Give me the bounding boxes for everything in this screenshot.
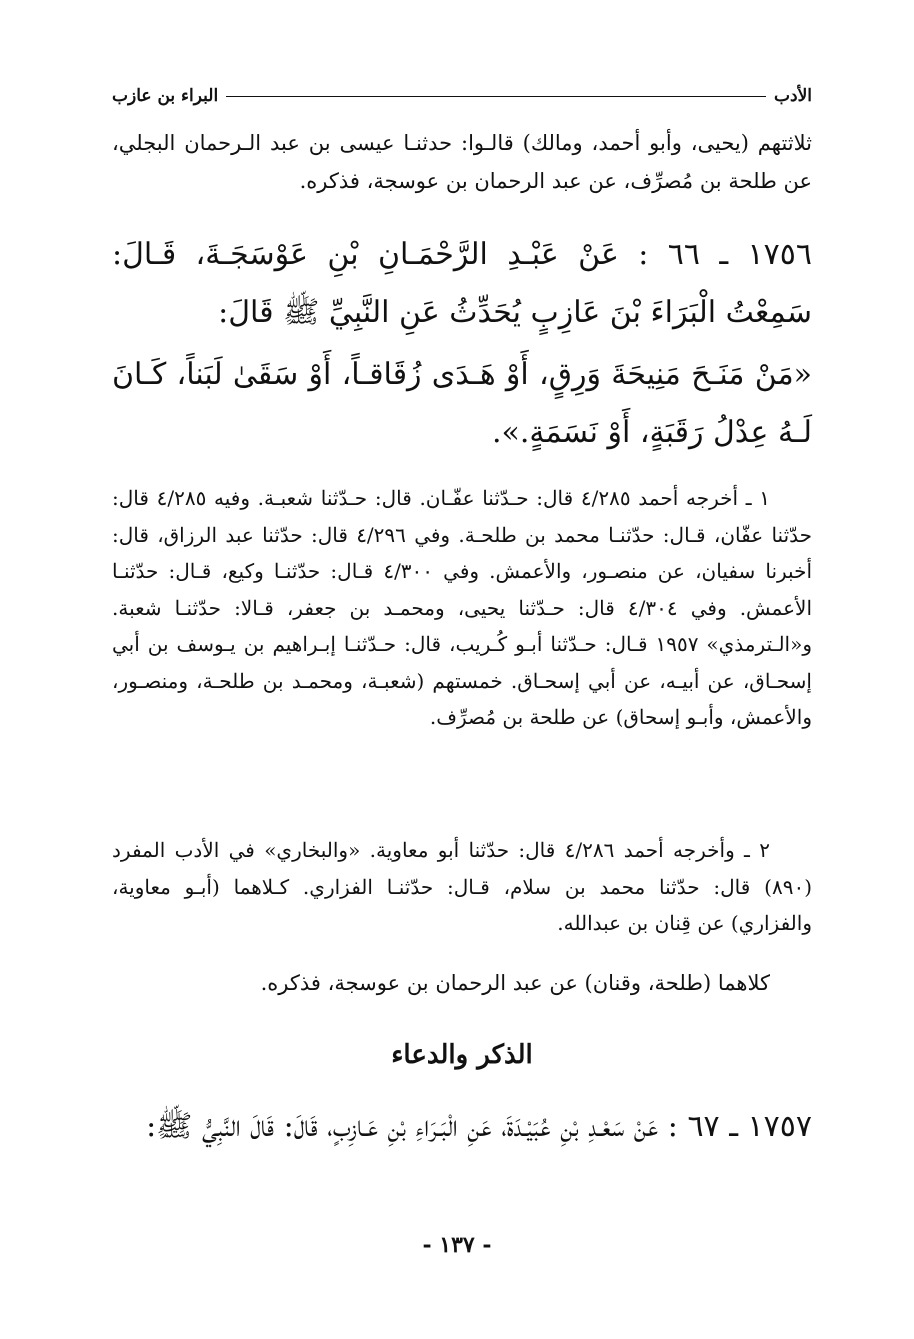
hadith-1756-isnad-text: عَنْ عَبْـدِ الرَّحْمَـانِ بْنِ عَوْسَجَـةَ، قَـالَ: سَمِعْتُ الْبَرَاءَ بْنَ عَازِبٍ يُحَدِّثُ عَنِ النَّبِيِّ ﷺ قَالَ:: [112, 237, 812, 330]
footnote-2: [112, 832, 812, 942]
hadith-1756-isnad: [112, 226, 812, 342]
footnote-2-text: ٢ ـ وأخرجه أحمد ٤/٢٨٦ قال: حدّثنا أبو معاوية. «والبخاري» في الأدب المفرد (٨٩٠) قال: حدّثنا محمد بن سلام، قـال: حدّثنـا الفزاري. كـلاهما (أبـو معاوية، والفزاري) عن قِنان بن عبدالله.: [112, 838, 812, 935]
hadith-1757-number: ١٧٥٧ ـ ٦٧ :: [667, 1109, 812, 1144]
summary-paragraph: [112, 964, 812, 1002]
header-left-title: البراء بن عازب: [112, 86, 219, 106]
running-header: [112, 84, 812, 108]
hadith-1756-matn-text: «مَنْ مَنَـحَ مَنِيحَةَ وَرِقٍ، أَوْ هَـدَى زُقَاقـاً، أَوْ سَقَىٰ لَبَناً، كَـانَ لَـهُ عِدْلُ رَقَبَةٍ، أَوْ نَسَمَةٍ.».: [112, 357, 812, 450]
intro-paragraph: [112, 124, 812, 200]
hadith-1757-text: عَنْ سَعْـدِ بْنِ عُبَيْـدَةَ، عَنِ الْبَـرَاءِ بْنِ عَـازِبٍ، قَالَ: قَالَ النَّبِيُّ ﷺ:: [146, 1109, 659, 1144]
header-right-title: الأدب: [774, 86, 812, 106]
hadith-1757: [112, 1098, 812, 1156]
hadith-1756-matn: [112, 346, 812, 462]
footnote-1: [112, 480, 812, 736]
section-title: الذكر والدعاء: [391, 1040, 533, 1070]
page-number: - ١٣٧ -: [422, 1232, 492, 1258]
summary-text: كلاهما (طلحة، وقنان) عن عبد الرحمان بن عوسجة، فذكره.: [260, 971, 770, 995]
footnote-1-text: ١ ـ أخرجه أحمد ٤/٢٨٥ قال: حـدّثنا عفّـان. قال: حـدّثنا شعبـة. وفيه ٤/٢٨٥ قال: حدّثنا عفّان، قـال: حدّثنـا محمد بن طلحـة. وفي ٤/٢٩٦ قال: حدّثنا عبد الرزاق، قال: أخبرنا سفيان، عن منصـور، والأعمش. وفي ٤/٣٠٠ قـال: حدّثنـا وكيع، قـال: حدّثنـا الأعمش. وفي ٤/٣٠٤ قال: حـدّثنا يحيى، ومحمـد بن جعفر، قـالا: حدّثنـا شعبة. و«الـترمذي» ١٩٥٧ قـال: حـدّثنا أبـو كُـريب، قال: حـدّثنـا إبـراهيم بن يـوسف بن أبي إسحـاق، عن أبيـه، عن أبي إسحـاق. خمستهم (شعبـة، ومحمـد بن طلحـة، ومنصـور، والأعمش، وأبـو إسحاق) عن طلحة بن مُصرِّف.: [112, 486, 813, 729]
header-rule: [226, 96, 766, 97]
intro-text: ثلاثتهم (يحيى، وأبو أحمد، ومالك) قالـوا: حدثنـا عيسى بن عبد الـرحمان البجلي، عن طلحة بن مُصرِّف، عن عبد الرحمان بن عوسجة، فذكره.: [112, 131, 812, 193]
hadith-1756-number: ١٧٥٦ ـ ٦٦ :: [638, 237, 812, 272]
